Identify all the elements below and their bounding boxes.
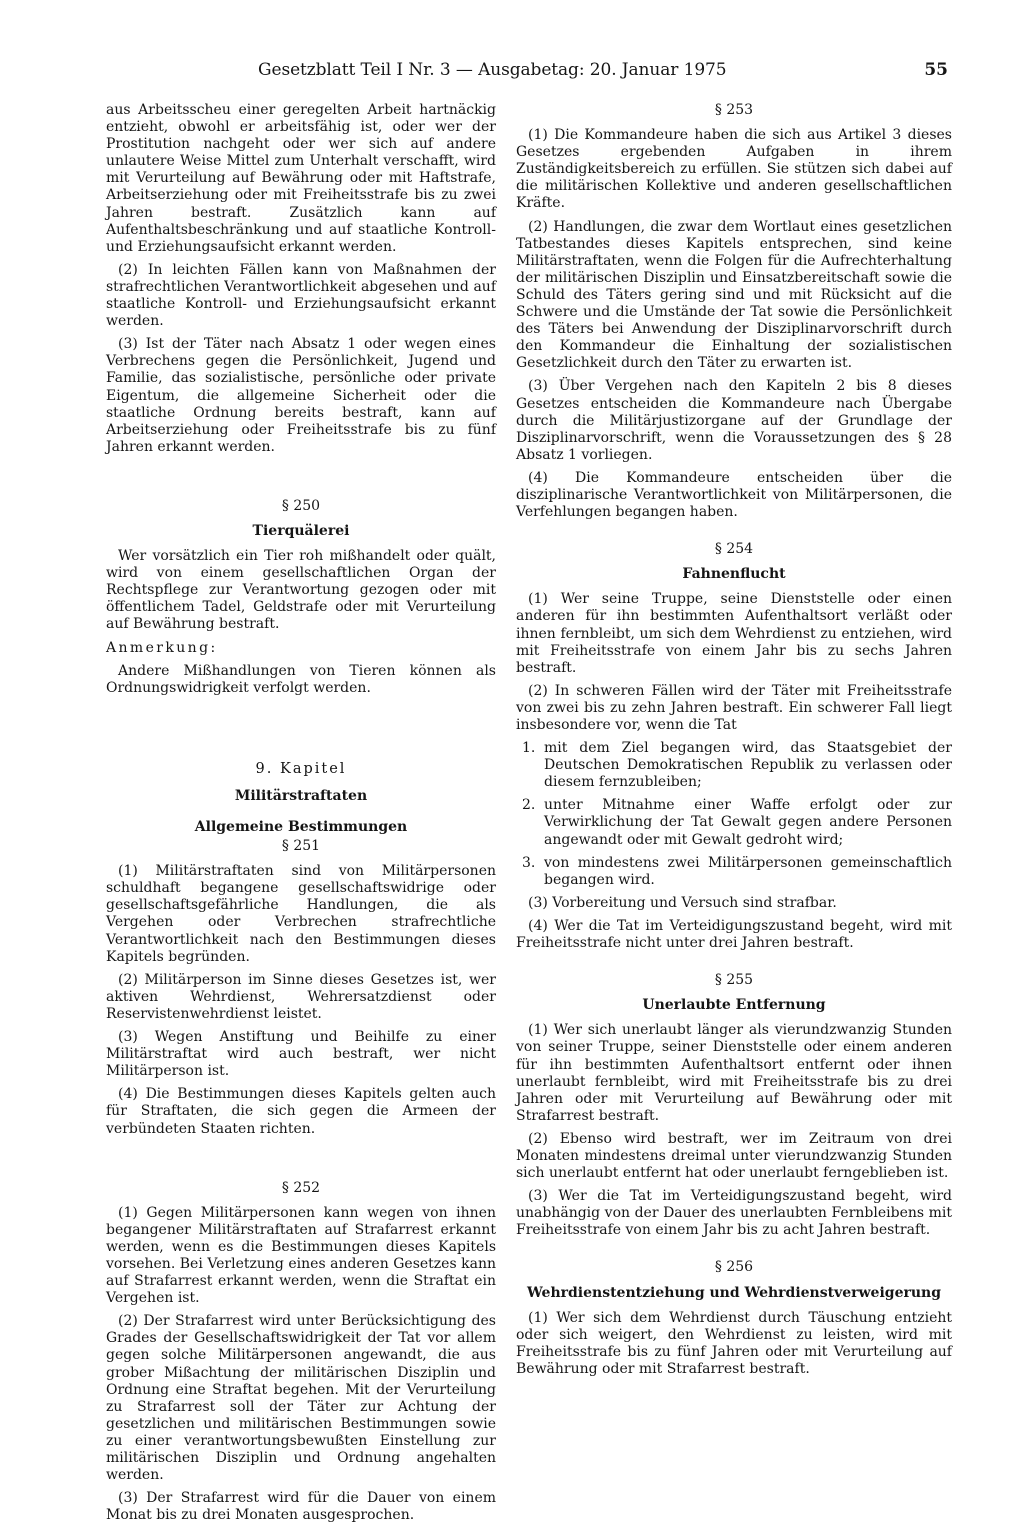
paragraph: (3) Der Strafarrest wird für die Dauer von einem Monat bis zu drei Monaten ausgesprochen. [106, 1490, 496, 1524]
paragraph: (1) Die Kommandeure haben die sich aus Artikel 3 dieses Gesetzes ergebenden Aufgaben in ihrem Zuständigkeitsbereich zu erfüllen. Sie stützen sich dabei auf die militärischen Kollektive und anderen gesellschaftlichen Kräfte. [516, 127, 952, 212]
section-number-256: § 256 [714, 1259, 754, 1276]
list-item-text: von mindestens zwei Militärpersonen gemeinschaftlich begangen wird. [544, 854, 952, 888]
paragraph: (3) Ist der Täter nach Absatz 1 oder wegen eines Verbrechens gegen die Persönlichkeit, Jugend und Familie, das sozialistische, persönliche oder private Eigentum, die allgemeine Sicherheit oder die staatliche Ordnung bereits bestraft, kann auf Arbeitserziehung oder Freiheitsstrafe bis zu fünf Jahren erkannt werden. [106, 336, 496, 455]
section-number-250: § 250 [281, 497, 321, 514]
section-title-256: Wehrdienstentziehung und Wehrdienstverweigerung [526, 1284, 942, 1301]
paragraph: (4) Die Kommandeure entscheiden über die disziplinarische Verantwortlichkeit von Militärpersonen, die Verfehlungen begangen haben. [516, 469, 952, 521]
enumeration-list [516, 740, 952, 889]
spacer [106, 703, 496, 761]
gazette-title: Gesetzblatt Teil I Nr. 3 — Ausgabetag: 20. Januar 1975 [258, 60, 727, 80]
paragraph: (1) Wer sich dem Wehrdienst durch Täuschung entzieht oder sich weigert, den Wehrdienst zu leisten, wird mit Freiheitsstrafe bis zu fünf Jahren oder mit Verurteilung auf Bewährung oder mit Strafarrest bestraft. [516, 1309, 952, 1377]
paragraph-continuation: aus Arbeitsscheu einer geregelten Arbeit hartnäckig entzieht, obwohl er arbeitsfähig ist, oder wer der Prostitution nachgeht oder wer sich auf andere unlautere Weise Mittel zum Unterhalt verschafft, wird mit Verurteilung auf Bewährung oder mit Haftstrafe, Arbeitserziehung oder mit Freiheitsstrafe bis zu zwei Jahren bestraft. Zusätzlich kann auf Aufenthaltsbeschränkung und auf staatliche Kontroll- und Erziehungsaufsicht erkannt werden. [106, 102, 496, 255]
paragraph: Wer vorsätzlich ein Tier roh mißhandelt oder quält, wird von einem gesellschaftlichen Organ der Rechtspflege zur Verantwortung gezogen oder mit öffentlichem Tadel, Geldstrafe oder mit Verurteilung auf Bewährung bestraft. [106, 548, 496, 633]
paragraph: (3) Wegen Anstiftung und Beihilfe zu einer Militärstraftat wird auch bestraft, wer nicht Militärperson ist. [106, 1029, 496, 1080]
section-number-255: § 255 [714, 972, 754, 989]
list-item [516, 797, 952, 848]
page-number: 55 [924, 60, 948, 80]
paragraph: (2) Der Strafarrest wird unter Berücksichtigung des Grades der Gesellschaftswidrigkeit der Tat vor allem gegen solche Militärpersonen angewandt, die aus grober Mißachtung der militärischen Disziplin und Ordnung eine Straftat begehen. Mit der Verurteilung zu Strafarrest soll der Täter zur Achtung der gesetzlichen und militärischen Bestimmungen sowie zu einer verantwortungsbewußten Einstellung zur militärischen Disziplin und Ordnung angehalten werden. [106, 1313, 496, 1484]
paragraph: (2) Militärperson im Sinne dieses Gesetzes ist, wer aktiven Wehrdienst, Wehrersatzdienst oder Reservistenwehrdienst leistet. [106, 971, 496, 1022]
chapter-title: Militärstraftaten [234, 787, 368, 804]
paragraph: (1) Militärstraftaten sind von Militärpersonen schuldhaft begangene gesellschaftswidrige oder gesellschaftsgefährliche Handlungen, die als Vergehen oder Verbrechen strafrechtliche Verantwortlichkeit nach den Bestimmungen dieses Kapitels begründen. [106, 863, 496, 965]
note-text: Andere Mißhandlungen von Tieren können als Ordnungswidrigkeit verfolgt werden. [106, 662, 496, 696]
paragraph: (2) In leichten Fällen kann von Maßnahmen der strafrechtlichen Verantwortlichkeit abgesehen und auf staatliche Kontroll- und Erziehungsaufsicht erkannt werden. [106, 261, 496, 330]
spacer [516, 958, 952, 972]
section-title-250: Tierquälerei [252, 522, 350, 539]
paragraph: (1) Wer sich unerlaubt länger als vierundzwanzig Stunden von seiner Truppe, seiner Dienststelle oder einem anderen für ihn bestimmten Aufenthaltsort entfernt oder ihnen unerlaubt fernbleibt, wird mit Freiheitsstrafe bis zu drei Jahren oder mit Verurteilung auf Bewährung oder mit Strafarrest bestraft. [516, 1022, 952, 1124]
paragraph: (2) Ebenso wird bestraft, wer im Zeitraum von drei Monaten mindestens dreimal unter vierundzwanzig Stunden sich unerlaubt entfernt hat oder unerlaubt ferngeblieben ist. [516, 1130, 952, 1182]
section-title-255: Unerlaubte Entfernung [642, 997, 826, 1014]
section-number-251: § 251 [281, 838, 321, 855]
right-column [516, 102, 952, 1384]
spacer [106, 462, 496, 498]
list-item-text: unter Mitnahme einer Waffe erfolgt oder zur Verwirklichung der Tat Gewalt gegen andere Personen angewandt oder mit Gewalt gedroht wird; [544, 797, 952, 848]
paragraph: (4) Die Bestimmungen dieses Kapitels gelten auch für Straftaten, die sich gegen die Armeen der verbündeten Staaten richten. [106, 1086, 496, 1137]
spacer [106, 1144, 496, 1180]
list-item-number: 2. [522, 797, 536, 814]
list-item-number: 1. [522, 740, 536, 757]
paragraph: (2) Handlungen, die zwar dem Wortlaut eines gesetzlichen Tatbestandes dieses Kapitels entsprechen, sind keine Militärstraftaten, wenn die Folgen für die Aufrechterhaltung der militärischen Disziplin und Einsatzbereitschaft sowie die Schuld des Täters gering sind und mit Rücksicht auf die Schwere und die Umstände der Tat sowie die Persönlichkeit des Täters bei Anwendung der Disziplinarvorschrift durch den Kommandeur die Einhaltung der sozialistischen Gesetzlichkeit durch den Täter zu erwarten ist. [516, 218, 952, 372]
spacer [516, 1245, 952, 1259]
paragraph: (1) Gegen Militärpersonen kann wegen von ihnen begangener Militärstraftaten auf Strafarrest erkannt werden, wenn es die Bestimmungen dieses Kapitels vorsehen. Bei Verletzung eines anderen Gesetzes kann auf Strafarrest erkannt werden, wenn die Straftat ein Vergehen ist. [106, 1204, 496, 1307]
paragraph: (3) Über Vergehen nach den Kapiteln 2 bis 8 dieses Gesetzes entscheiden die Kommandeure nach Übergabe durch die Militärjustizorgane auf der Grundlage der Disziplinarvorschrift, wenn die Voraussetzungen des § 28 Absatz 1 vorliegen. [516, 378, 952, 463]
paragraph: (3) Vorbereitung und Versuch sind strafbar. [528, 894, 837, 911]
list-item [516, 855, 952, 889]
chapter-label: 9. Kapitel [255, 760, 347, 777]
page-header [258, 58, 958, 88]
paragraph: (1) Wer seine Truppe, seine Dienststelle oder einen anderen für ihn bestimmten Aufenthaltsort verläßt oder ihnen fernbleibt, um sich dem Wehrdienst zu entziehen, wird mit Freiheitsstrafe von einem Jahr bis zu sechs Jahren bestraft. [516, 591, 952, 676]
paragraph: (3) Wer die Tat im Verteidigungszustand begeht, wird unabhängig von der Dauer des unerlaubten Fernbleibens mit Freiheitsstrafe von einem Jahr bis zu acht Jahren bestraft. [516, 1188, 952, 1239]
spacer [516, 527, 952, 541]
paragraph: (4) Wer die Tat im Verteidigungszustand begeht, wird mit Freiheitsstrafe nicht unter drei Jahren bestraft. [516, 917, 952, 952]
list-item [516, 740, 952, 791]
section-number-252: § 252 [281, 1179, 321, 1196]
list-item-number: 3. [522, 854, 536, 871]
note-label: Anmerkung: [106, 639, 218, 656]
section-number-253: § 253 [714, 102, 754, 118]
subsection-title: Allgemeine Bestimmungen [194, 819, 408, 835]
left-column [106, 102, 496, 1530]
section-title-254: Fahnenflucht [682, 566, 786, 583]
list-item-text: mit dem Ziel begangen wird, das Staatsgebiet der Deutschen Demokratischen Republik zu verlassen oder diesem fernzubleiben; [544, 740, 952, 791]
paragraph: (2) In schweren Fällen wird der Täter mit Freiheitsstrafe von zwei bis zu zehn Jahren bestraft. Ein schwerer Fall liegt insbesondere vor, wenn die Tat [516, 682, 952, 733]
section-number-254: § 254 [714, 541, 754, 558]
